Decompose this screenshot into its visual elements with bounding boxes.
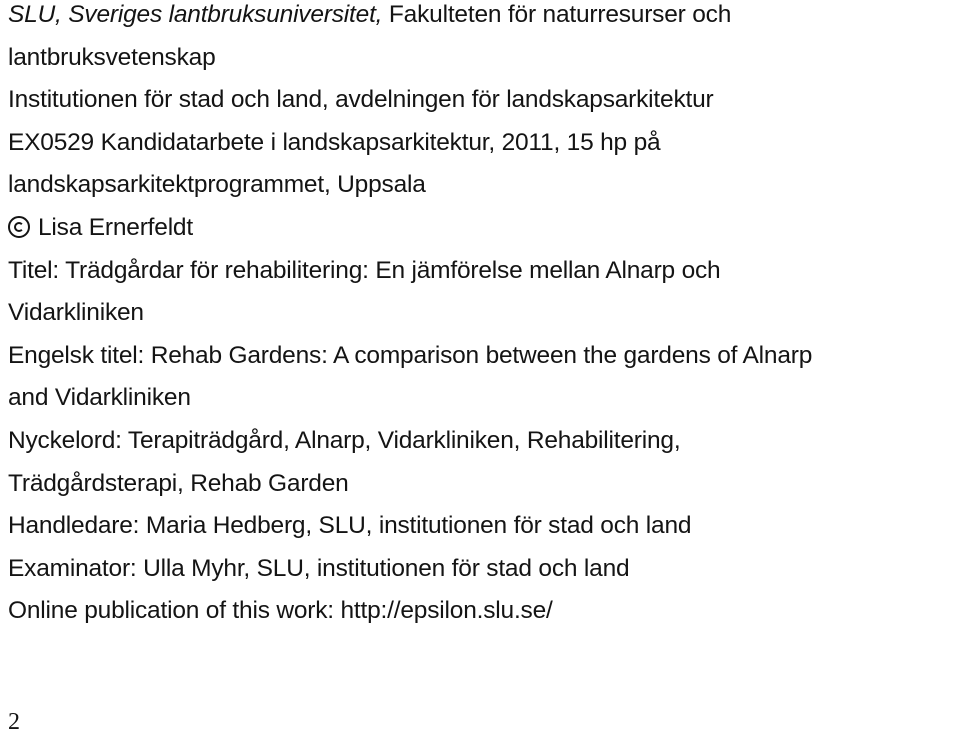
page-number: 2 (8, 709, 20, 735)
faculty-name-continued: lantbruksvetenskap (8, 43, 216, 71)
imprint-block (8, 0, 953, 633)
english-title-continued: and Vidarkliniken (8, 384, 191, 412)
online-publication-line: Online publication of this work: http://epsilon.slu.se/ (8, 597, 553, 625)
faculty-name: Fakulteten för naturresurser och (388, 1, 732, 28)
university-faculty-line (8, 0, 953, 37)
department-line: Institutionen för stad och land, avdelningen för landskapsarkitektur (8, 86, 714, 114)
copyright-icon (8, 216, 30, 238)
supervisor-line: Handledare: Maria Hedberg, SLU, institutionen för stad och land (8, 512, 692, 540)
course-line-continued: landskapsarkitektprogrammet, Uppsala (8, 171, 426, 199)
course-line: EX0529 Kandidatarbete i landskapsarkitektur, 2011, 15 hp på (8, 128, 661, 156)
author-line (8, 207, 953, 250)
keywords-continued: Trädgårdsterapi, Rehab Garden (8, 469, 349, 497)
swedish-title-line: Titel: Trädgårdar för rehabilitering: En jämförelse mellan Alnarp och (8, 256, 721, 284)
examiner-line: Examinator: Ulla Myhr, SLU, institutionen för stad och land (8, 554, 630, 582)
keywords-line: Nyckelord: Terapiträdgård, Alnarp, Vidarkliniken, Rehabilitering, (8, 426, 681, 454)
english-title-line: Engelsk titel: Rehab Gardens: A comparison between the gardens of Alnarp (8, 341, 813, 369)
author-name: Lisa Ernerfeldt (38, 213, 193, 241)
swedish-title-continued: Vidarkliniken (8, 299, 144, 327)
university-name: SLU, Sveriges lantbruksuniversitet, (8, 1, 383, 28)
